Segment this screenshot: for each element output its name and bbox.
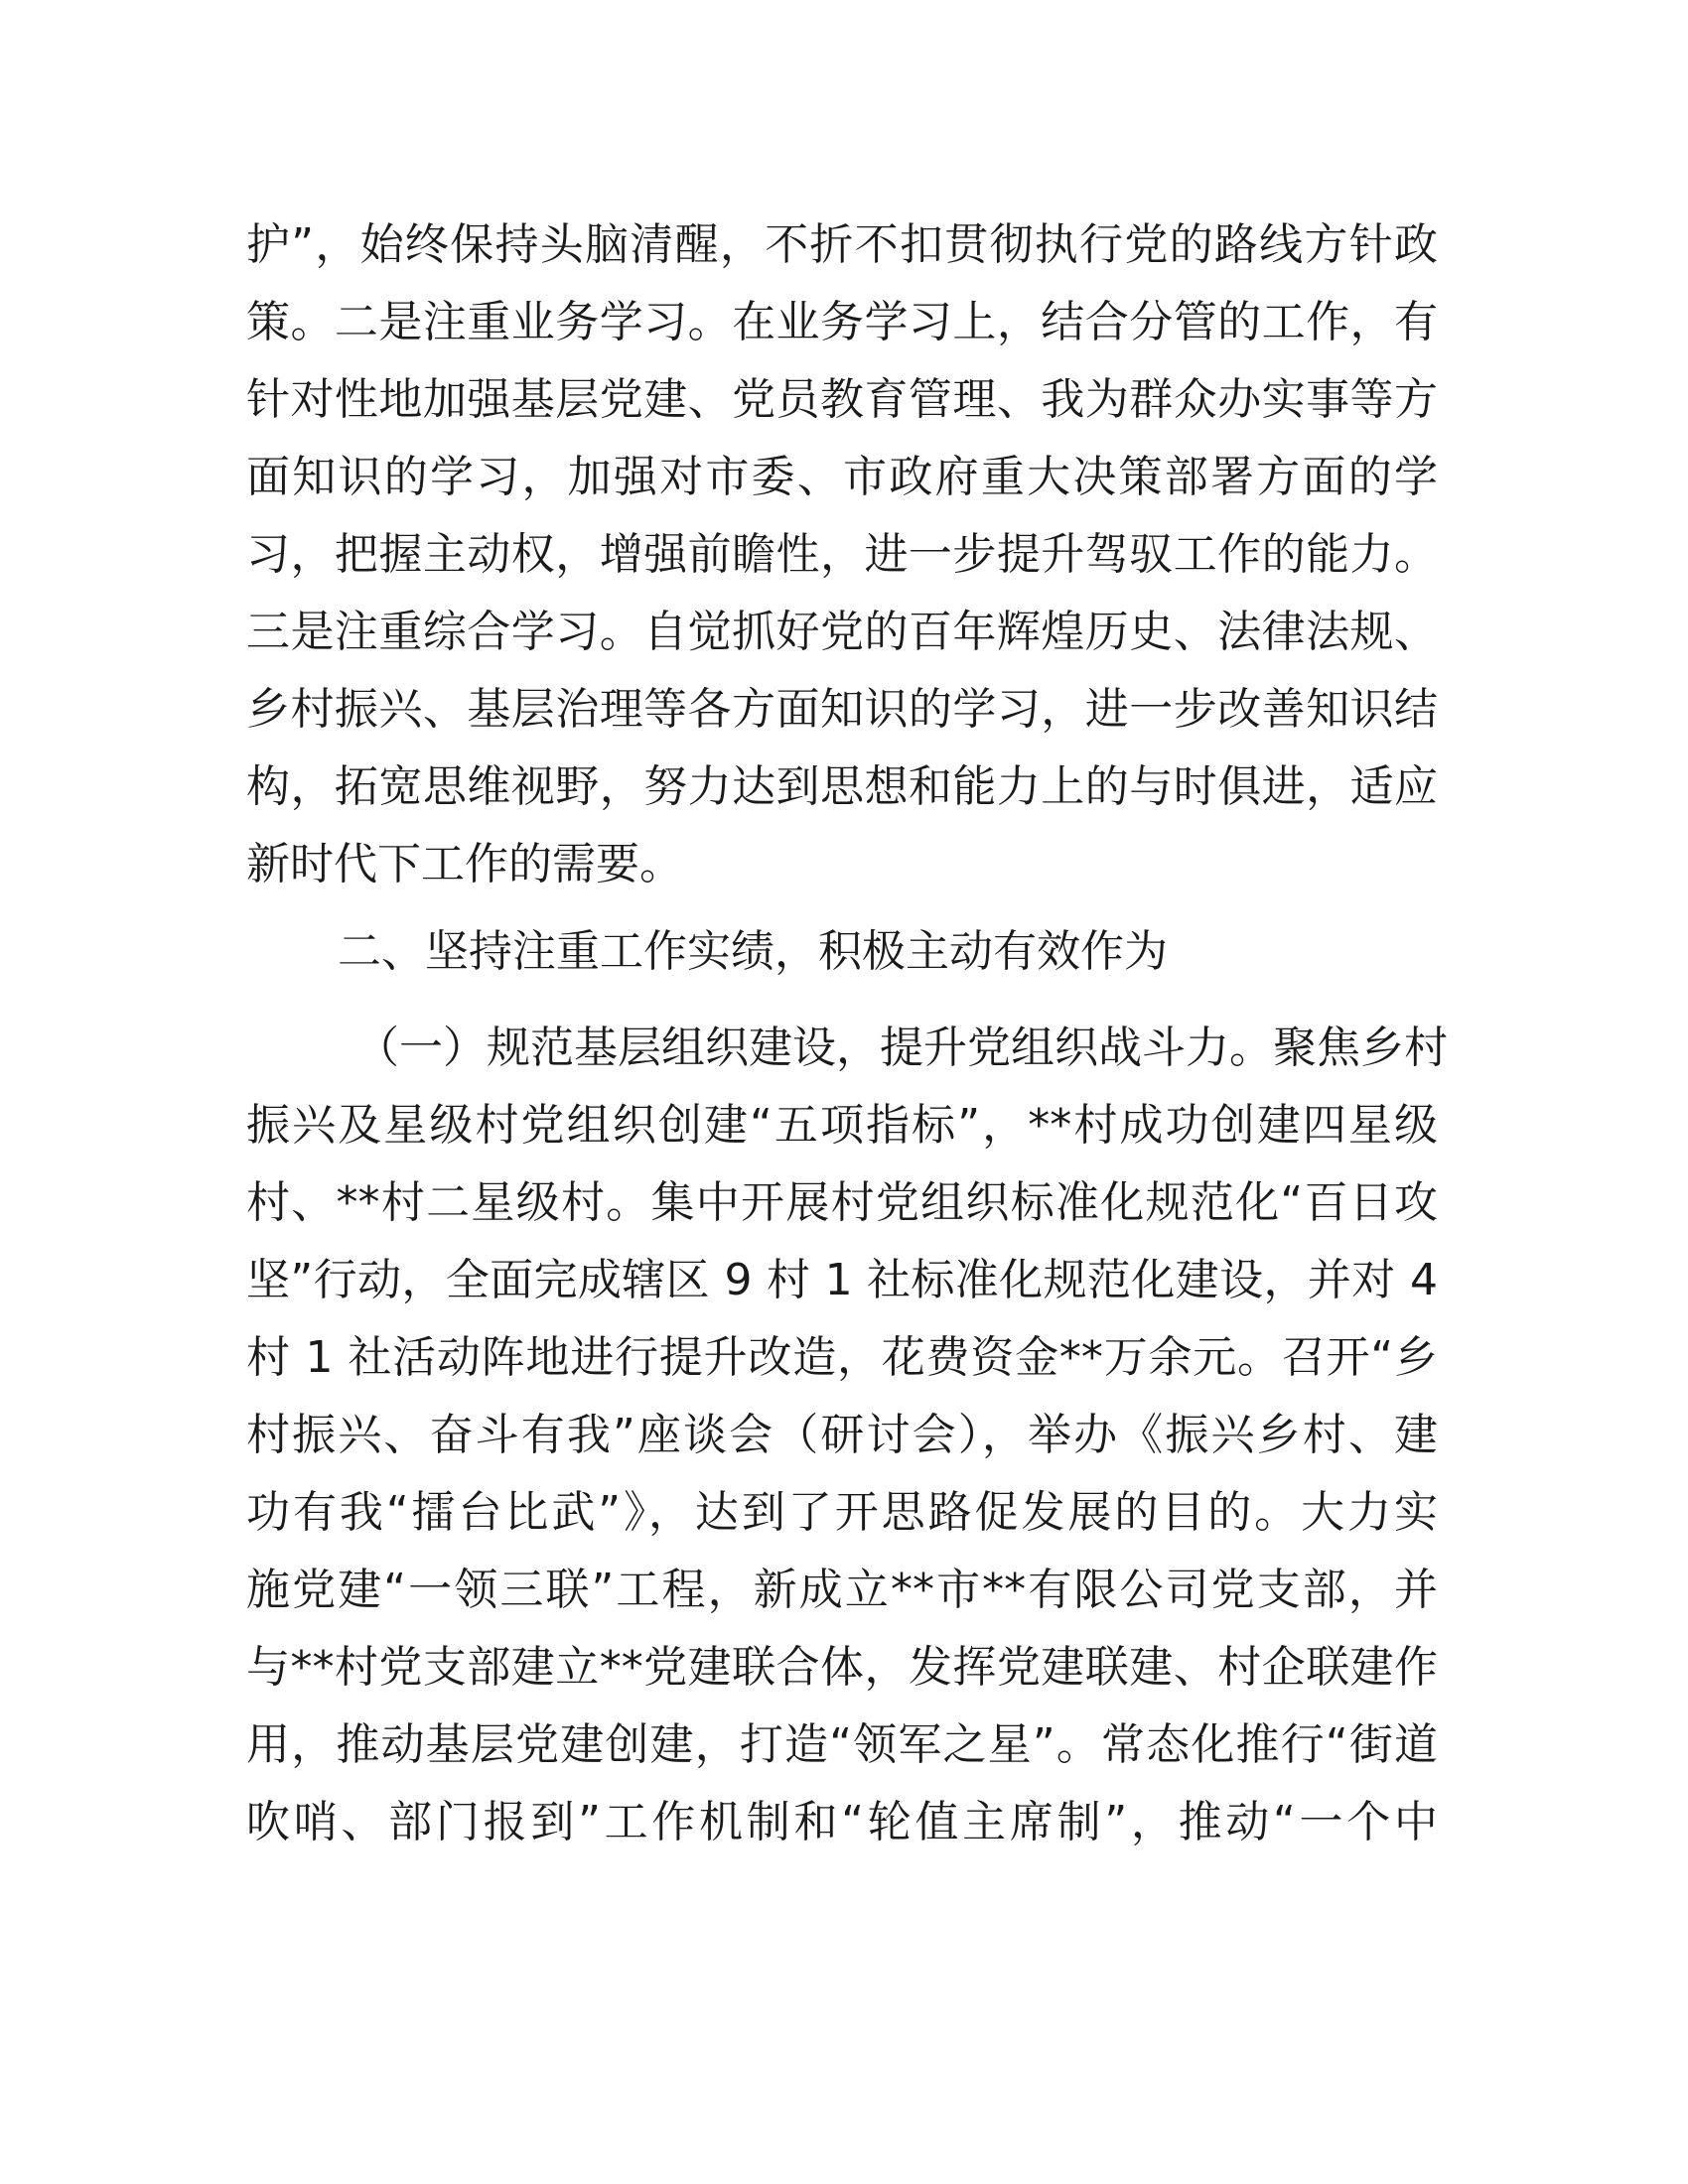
paragraph-line: 施党建“一领三联”工程，新成立**市**有限公司党支部，并 — [246, 1565, 1438, 1615]
paragraph-line: 村 1 社活动阵地进行提升改造，花费资金**万余元。召开“乡 — [246, 1332, 1438, 1383]
paragraph-line: 针对性地加强基层党建、党员教育管理、我为群众办实事等方 — [246, 374, 1438, 425]
paragraph-organization — [246, 1010, 1448, 1861]
paragraph-line: 村振兴、奋斗有我”座谈会（研讨会），举办《振兴乡村、建 — [246, 1410, 1438, 1460]
paragraph-line: 用，推动基层党建创建，打造“领军之星”。常态化推行“街道 — [246, 1719, 1438, 1770]
paragraph-line: 三是注重综合学习。自觉抓好党的百年辉煌历史、法律法规、 — [246, 607, 1438, 657]
paragraph-line: 乡村振兴、基层治理等各方面知识的学习，进一步改善知识结 — [246, 684, 1438, 735]
paragraph-study — [246, 206, 1438, 903]
paragraph-line: 习，把握主动权，增强前瞻性，进一步提升驾驭工作的能力。 — [246, 529, 1438, 580]
paragraph-line: 村、**村二星级村。集中开展村党组织标准化规范化“百日攻 — [246, 1177, 1438, 1228]
section-heading — [246, 913, 1438, 991]
paragraph-line: 振兴及星级村党组织创建“五项指标”，**村成功创建四星级 — [246, 1100, 1438, 1151]
paragraph-line: （一）规范基层组织建设，提升党组织战斗力。聚焦乡村 — [355, 1023, 1448, 1073]
paragraph-line: 构，拓宽思维视野，努力达到思想和能力上的与时俱进，适应 — [246, 761, 1438, 812]
section-heading-text: 二、坚持注重工作实绩，积极主动有效作为 — [338, 926, 1168, 977]
paragraph-line: 新时代下工作的需要。 — [246, 839, 683, 889]
paragraph-line: 吹哨、部门报到”工作机制和“轮值主席制”，推动“一个中 — [246, 1797, 1438, 1847]
paragraph-line: 与**村党支部建立**党建联合体，发挥党建联建、村企联建作 — [246, 1642, 1438, 1693]
paragraph-line: 坚”行动，全面完成辖区 9 村 1 社标准化规范化建设，并对 4 — [246, 1255, 1438, 1305]
paragraph-line: 护”，始终保持头脑清醒，不折不扣贯彻执行党的路线方针政 — [246, 219, 1438, 270]
paragraph-line: 面知识的学习，加强对市委、市政府重大决策部署方面的学 — [246, 452, 1438, 502]
paragraph-line: 策。二是注重业务学习。在业务学习上，结合分管的工作，有 — [246, 297, 1438, 347]
paragraph-line: 功有我“擂台比武”》，达到了开思路促发展的目的。大力实 — [246, 1487, 1438, 1538]
